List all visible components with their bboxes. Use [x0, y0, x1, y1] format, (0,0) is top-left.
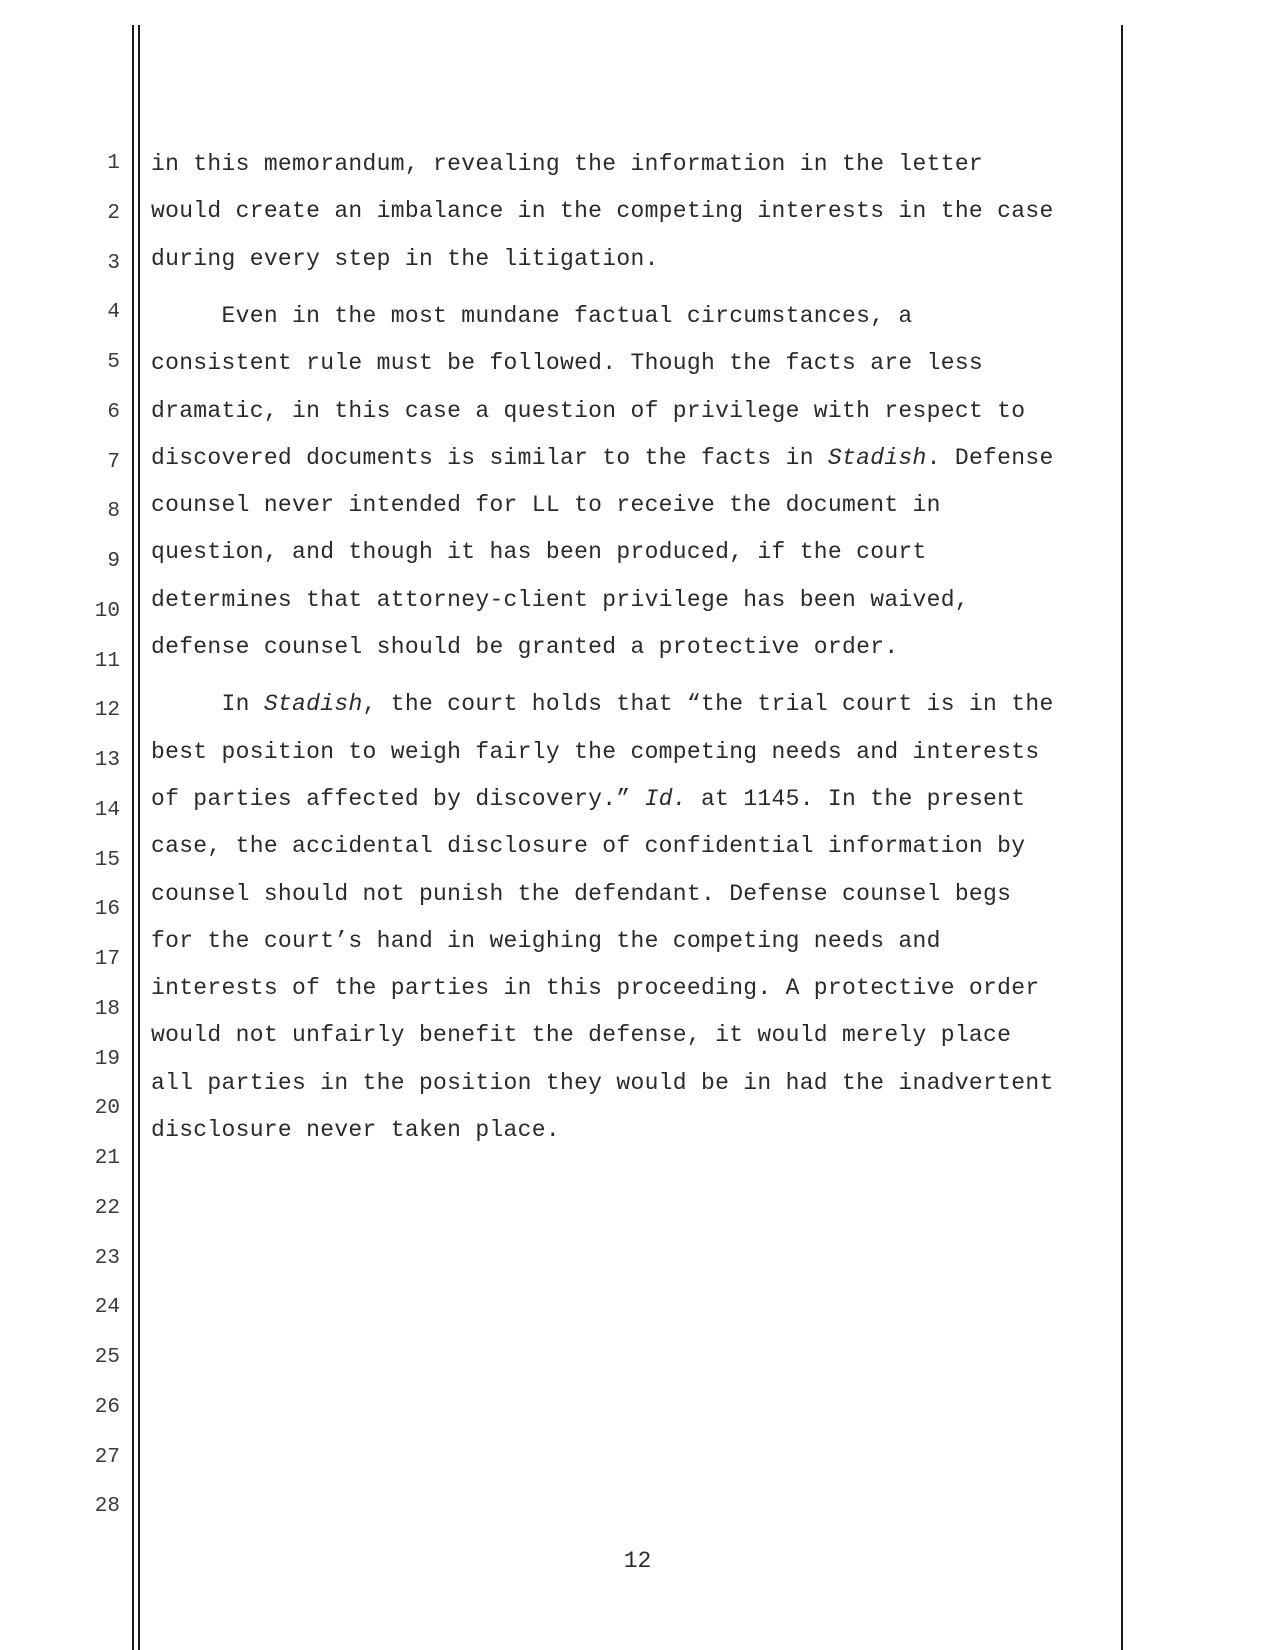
text-line: [151, 197, 1054, 225]
italic-citation: Stadish: [263, 691, 363, 718]
left-margin-rule-outer: [132, 25, 134, 1650]
text-line: [151, 1021, 1011, 1049]
text-segment: in this memorandum, revealing the information in the letter: [151, 151, 984, 177]
text-line: [151, 245, 659, 273]
line-number-14: 14: [94, 798, 120, 822]
text-line: [151, 832, 1025, 860]
text-segment: question, and though it has been produced, if the court: [151, 539, 927, 566]
text-segment: determines that attorney-client privilege has been waived,: [151, 586, 969, 613]
line-number-22: 22: [94, 1196, 120, 1220]
left-margin-rule-inner: [138, 25, 140, 1650]
text-line: [151, 785, 1025, 813]
line-number-11: 11: [94, 649, 120, 673]
text-line: [151, 349, 983, 377]
line-number-7: 7: [107, 450, 120, 474]
text-segment: would create an imbalance in the competing interests in the case: [151, 198, 1054, 225]
line-number-25: 25: [94, 1346, 120, 1369]
pleading-line-numbers: [80, 0, 120, 1650]
text-segment: counsel never intended for LL to receive the document in: [151, 492, 941, 519]
italic-citation: Id.: [644, 785, 687, 812]
line-number-3: 3: [107, 251, 120, 275]
text-segment: . Defense: [926, 444, 1054, 471]
line-number-8: 8: [107, 500, 120, 524]
line-number-28: 28: [94, 1495, 120, 1519]
line-number-19: 19: [94, 1047, 120, 1071]
line-number-1: 1: [107, 152, 120, 175]
line-number-26: 26: [94, 1395, 120, 1419]
text-segment: interests of the parties in this proceeding. A protective order: [151, 975, 1040, 1002]
text-line: [151, 1116, 560, 1144]
text-segment: of parties affected by discovery.”: [151, 785, 645, 812]
line-number-23: 23: [94, 1246, 120, 1270]
text-segment: best position to weigh fairly the competing needs and interests: [151, 738, 1040, 765]
text-segment: Even in the most mundane factual circumstances, a: [151, 302, 913, 329]
text-line: [151, 633, 898, 661]
text-segment: all parties in the position they would be in had the inadvertent: [151, 1069, 1054, 1096]
text-segment: at 1145. In the present: [686, 785, 1026, 812]
text-line: [151, 150, 983, 178]
line-number-17: 17: [94, 948, 120, 971]
text-line: [151, 690, 1054, 718]
right-margin-rule: [1121, 25, 1123, 1650]
line-number-21: 21: [94, 1147, 120, 1170]
text-line: [151, 974, 1039, 1002]
text-segment: for the court’s hand in weighing the competing needs and: [151, 927, 941, 954]
text-line: [151, 586, 969, 614]
text-segment: In: [151, 691, 264, 718]
text-line: [151, 491, 941, 519]
line-number-24: 24: [94, 1296, 120, 1320]
line-number-15: 15: [94, 848, 120, 872]
text-line: [151, 444, 1054, 472]
line-number-6: 6: [107, 400, 120, 424]
line-number-27: 27: [94, 1445, 120, 1469]
text-segment: counsel should not punish the defendant. Defense counsel begs: [151, 880, 1012, 907]
line-number-4: 4: [107, 301, 120, 325]
line-number-9: 9: [107, 550, 120, 573]
line-number-18: 18: [94, 997, 120, 1021]
text-segment: defense counsel should be granted a protective order.: [151, 634, 899, 660]
page-number: 12: [623, 1548, 652, 1574]
text-line: [151, 302, 913, 330]
line-number-10: 10: [94, 599, 120, 623]
text-segment: would not unfairly benefit the defense, it would merely place: [151, 1022, 1012, 1049]
text-segment: case, the accidental disclosure of confidential information by: [151, 833, 1026, 860]
line-number-2: 2: [107, 201, 120, 225]
line-number-20: 20: [94, 1097, 120, 1121]
line-number-5: 5: [107, 351, 120, 374]
text-line: [151, 1069, 1054, 1097]
text-segment: dramatic, in this case a question of privilege with respect to: [151, 397, 1026, 424]
line-number-12: 12: [94, 699, 120, 723]
text-line: [151, 880, 1011, 908]
text-line: [151, 538, 927, 566]
line-number-13: 13: [94, 749, 120, 772]
italic-citation: Stadish: [827, 444, 927, 471]
text-line: [151, 397, 1025, 425]
text-segment: disclosure never taken place.: [151, 1117, 560, 1143]
text-segment: consistent rule must be followed. Though the facts are less: [151, 350, 984, 377]
line-number-16: 16: [94, 898, 120, 922]
text-line: [151, 738, 1039, 766]
text-line: [151, 927, 941, 955]
text-segment: discovered documents is similar to the facts in: [151, 444, 828, 471]
text-segment: , the court holds that “the trial court is in the: [362, 691, 1054, 718]
text-segment: during every step in the litigation.: [151, 245, 659, 272]
